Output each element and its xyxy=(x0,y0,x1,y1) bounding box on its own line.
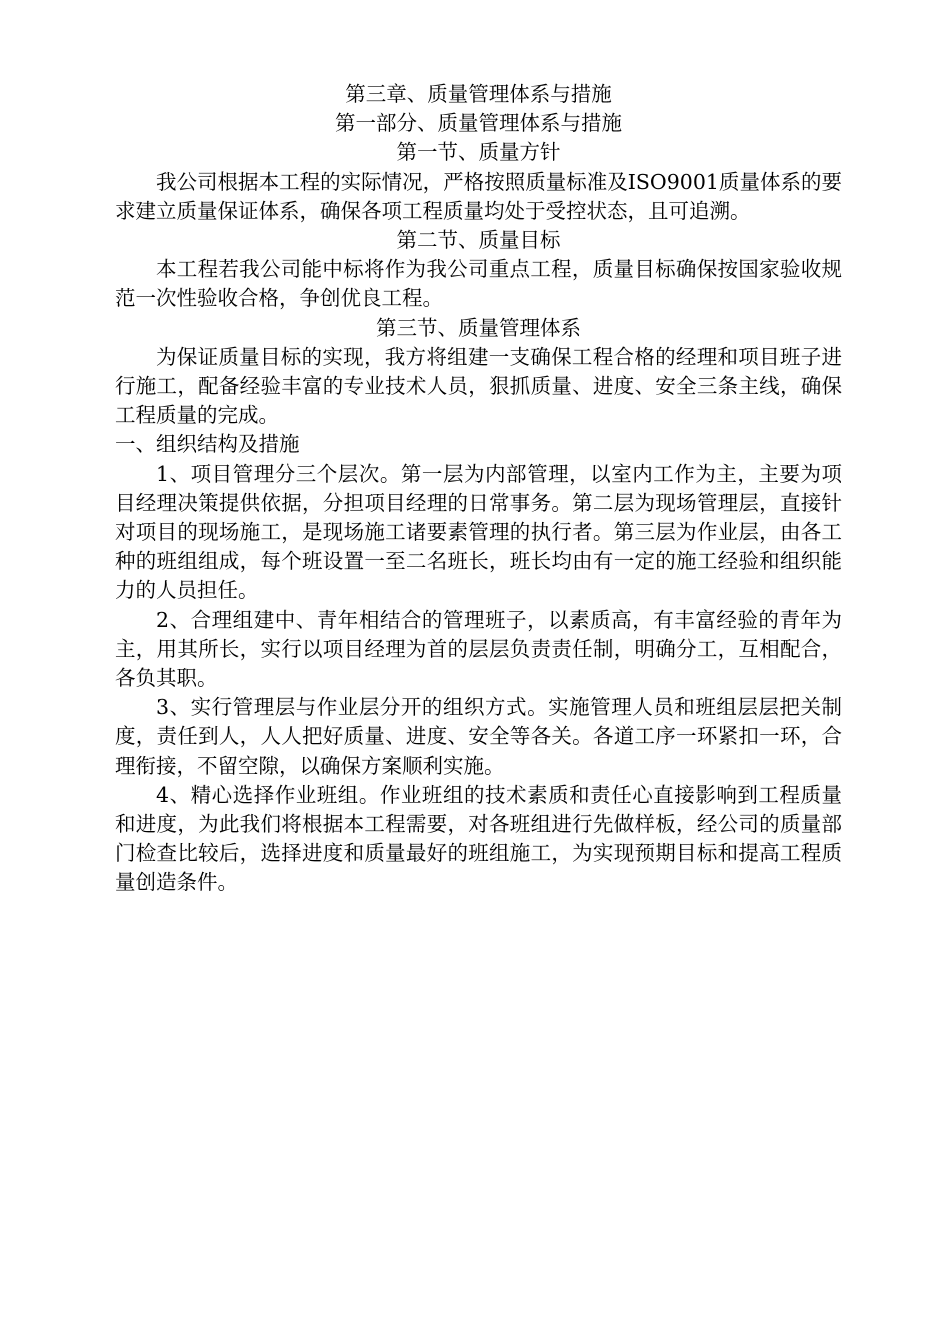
document-page xyxy=(115,80,842,898)
section-body-quality-goal: 本工程若我公司能中标将作为我公司重点工程，质量目标确保按国家验收规范一次性验收合格，争创优良工程。 xyxy=(115,257,842,311)
chapter-title: 第三章、质量管理体系与措施 xyxy=(345,82,612,106)
section-title-quality-system: 第三节、质量管理体系 xyxy=(376,315,581,340)
list-item: 1、项目管理分三个层次。第一层为内部管理，以室内工作为主，主要为项目经理决策提供依据，分担项目经理的日常事务。第二层为现场管理层，直接针对项目的现场施工，是现场施工诸要素管理的执行者。第三层为作业层，由各工种的班组组成，每个班设置一至二名班长，班长均由有一定的施工经验和组织能力的人员担任。 xyxy=(115,461,842,603)
list-item: 3、实行管理层与作业层分开的组织方式。实施管理人员和班组层层把关制度，责任到人，人人把好质量、进度、安全等各关。各道工序一环紧扣一环，合理衔接，不留空隙，以确保方案顺利实施。 xyxy=(115,695,842,778)
section-body-quality-policy: 我公司根据本工程的实际情况，严格按照质量标准及ISO9001质量体系的要求建立质量保证体系，确保各项工程质量均处于受控状态，且可追溯。 xyxy=(115,169,842,223)
section-body-quality-system: 为保证质量目标的实现，我方将组建一支确保工程合格的经理和项目班子进行施工，配备经验丰富的专业技术人员，狠抓质量、进度、安全三条主线，确保工程质量的完成。 xyxy=(115,344,842,428)
section-title-quality-policy: 第一节、质量方针 xyxy=(396,140,561,165)
subsection-title-organization: 一、组织结构及措施 xyxy=(115,432,300,457)
part-title: 第一部分、质量管理体系与措施 xyxy=(335,111,622,136)
list-item: 4、精心选择作业班组。作业班组的技术素质和责任心直接影响到工程质量和进度，为此我们将根据本工程需要，对各班组进行先做样板，经公司的质量部门检查比较后，选择进度和质量最好的班组施工，为实现预期目标和提高工程质量创造条件。 xyxy=(115,782,842,895)
list-item: 2、合理组建中、青年相结合的管理班子，以素质高，有丰富经验的青年为主，用其所长，实行以项目经理为首的层层负责责任制，明确分工，互相配合，各负其职。 xyxy=(115,607,842,691)
section-title-quality-goal: 第二节、质量目标 xyxy=(396,228,561,253)
